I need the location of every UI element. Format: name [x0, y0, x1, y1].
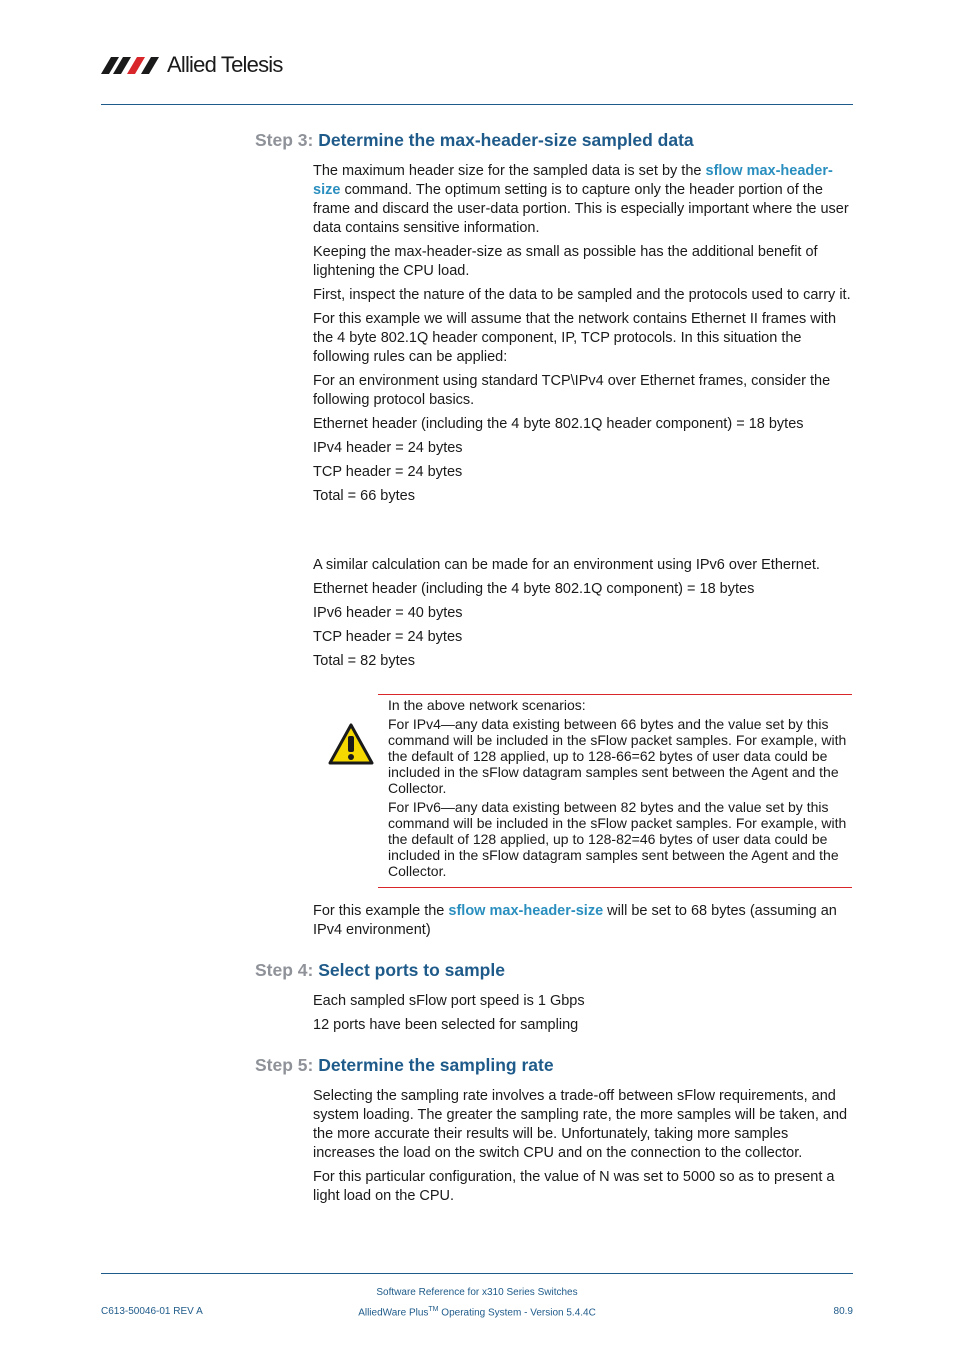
warning-icon — [327, 722, 375, 766]
step4-line: Each sampled sFlow port speed is 1 Gbps — [313, 993, 585, 1009]
ipv4-total: Total = 66 bytes — [313, 488, 415, 504]
step3-paragraph-6: A similar calculation can be made for an environment using IPv6 over Ethernet. — [313, 557, 820, 573]
caution-ipv4: For IPv4—any data existing between 66 bytes and the value set by this command will be included in the sFlow packet samples. For example, with the default of 128 applied, up to 128-66=62 bytes of user data could be included in the sFlow datagram samples sent between the Agent and the Collector. — [388, 716, 847, 796]
ipv4-line: Ethernet header (including the 4 byte 802.1Q header component) = 18 bytes — [313, 416, 804, 432]
header-rule — [101, 104, 853, 105]
step3-title: Determine the max-header-size sampled data — [318, 130, 694, 150]
brand-name: Allied Telesis — [167, 52, 283, 77]
command-link-sflow-max-header-size[interactable]: sflow max-header-size — [448, 903, 604, 919]
step3-paragraph-1: The maximum header size for the sampled data is set by the sflow max-header-size command. The optimum setting is to capture only the header portion of the frame and discard the user-data portion. This is especially important where the user data contains sensitive information. — [313, 163, 849, 236]
step3-paragraph-2: Keeping the max-header-size as small as possible has the additional benefit of lightening the CPU load. — [313, 244, 818, 279]
step3-number: Step 3: — [255, 130, 314, 150]
step4-line: 12 ports have been selected for sampling — [313, 1017, 579, 1033]
footer-title: Software Reference for x310 Series Switches — [376, 1287, 578, 1298]
caution-text — [388, 697, 850, 882]
ipv6-total: Total = 82 bytes — [313, 653, 415, 669]
ipv4-line: IPv4 header = 24 bytes — [313, 440, 463, 456]
step3-ipv6-body — [313, 556, 853, 676]
ipv6-line: IPv6 header = 40 bytes — [313, 605, 463, 621]
step3-paragraph-5: For an environment using standard TCP\IPv4 over Ethernet frames, consider the following protocol basics. — [313, 373, 831, 408]
step4-title: Select ports to sample — [318, 960, 505, 980]
footer-subtitle: AlliedWare Plus™ Operating System - Version 5.4.4C — [358, 1306, 596, 1319]
ipv6-line: Ethernet header (including the 4 byte 802.1Q component) = 18 bytes — [313, 581, 755, 597]
ipv6-line: TCP header = 24 bytes — [313, 629, 463, 645]
command-link-sflow-max-header-size[interactable]: sflow max-header-size — [313, 163, 833, 198]
footer-doc-id: C613-50046-01 REV A — [101, 1306, 203, 1317]
step5-number: Step 5: — [255, 1055, 314, 1075]
step3-conclusion — [313, 902, 853, 945]
step5-body — [313, 1087, 853, 1211]
step5-title: Determine the sampling rate — [318, 1055, 554, 1075]
brand-logo — [101, 52, 283, 78]
step3-paragraph-4: For this example we will assume that the network contains Ethernet II frames with the 4 byte 802.1Q header component, IP, TCP protocols. In this situation the following rules can be applied: — [313, 311, 837, 365]
step3-paragraph-3: First, inspect the nature of the data to be sampled and the protocols used to carry it. — [313, 287, 851, 303]
step5-paragraph-1: Selecting the sampling rate involves a trade-off between sFlow requirements, and system loading. The greater the sampling rate, the more samples will be taken, and the more accurate their results will be. Unfortunately, taking more samples increases the load on the switch CPU and on the connection to the collector. — [313, 1088, 848, 1161]
caution-intro: In the above network scenarios: — [388, 697, 586, 713]
step3-paragraph-7: For this example the sflow max-header-size will be set to 68 bytes (assuming an IPv4 environment) — [313, 903, 837, 938]
step4-body — [313, 992, 853, 1040]
caution-ipv6: For IPv6—any data existing between 82 bytes and the value set by this command will be included in the sFlow packet samples. For example, with the default of 128 applied, up to 128-82=46 bytes of user data could be included in the sFlow datagram samples sent between the Agent and the Collector. — [388, 799, 847, 879]
step3-heading — [255, 130, 694, 151]
step3-body — [313, 162, 853, 511]
step5-paragraph-2: For this particular configuration, the value of N was set to 5000 so as to present a light load on the CPU. — [313, 1169, 835, 1204]
step4-heading — [255, 960, 505, 981]
ipv4-line: TCP header = 24 bytes — [313, 464, 463, 480]
footer-rule — [101, 1273, 853, 1274]
footer-page-number: 80.9 — [833, 1306, 853, 1317]
step4-number: Step 4: — [255, 960, 314, 980]
step5-heading — [255, 1055, 554, 1076]
brand-logo-mark-icon — [101, 54, 163, 76]
